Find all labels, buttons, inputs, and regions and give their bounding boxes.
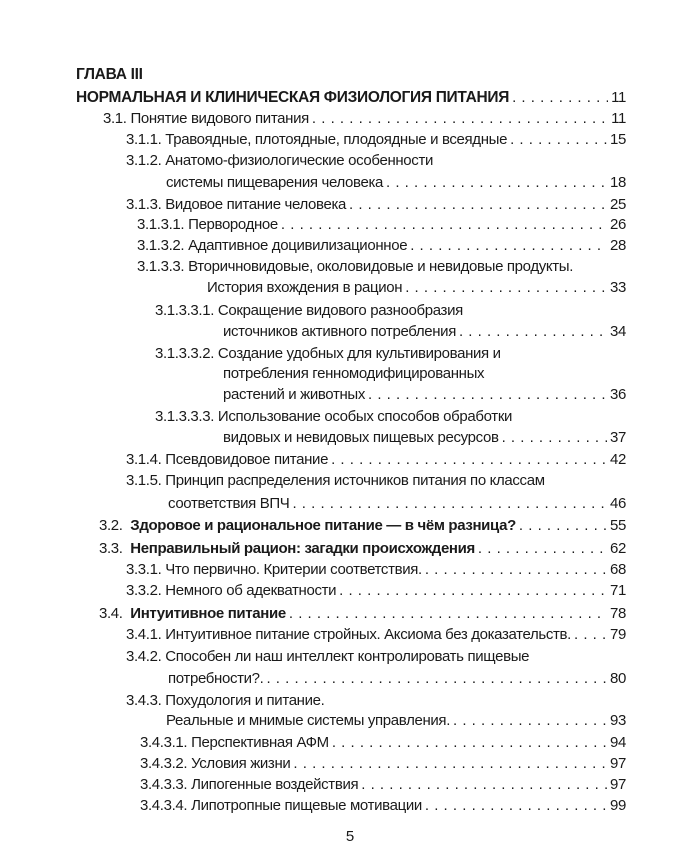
section-number: 3.1.3.2. [137,237,185,254]
section-number: 3.1.2. [126,152,162,169]
dot-leader [332,732,607,753]
page-ref: 68 [610,561,626,578]
toc-entry-continuation[interactable] [0,384,700,405]
section-title-cont: История вхождения в рацион [207,279,403,296]
section-number: 3.1.3.3.3. [155,408,215,425]
toc-entry[interactable] [0,343,700,364]
section-title: Здоровое и рациональное питание — в чём разница? [130,517,516,534]
section-title: Создание удобных для культивирования и [217,345,501,362]
toc-entry-continuation[interactable] [0,363,700,384]
section-number: 3.1.3.3.1. [155,302,215,319]
toc-entry[interactable] [0,235,700,256]
section-title-cont: растений и животных [223,386,365,403]
page-ref: 93 [610,712,626,729]
dot-leader [339,580,607,601]
section-number: 3.1.3.3.2. [155,345,215,362]
toc-entry[interactable] [0,515,700,536]
section-number: 3.3.1. [126,561,162,578]
section-number: 3.4.3.4. [140,797,188,814]
section-title: Травоядные, плотоядные, плодоядные и всеядные [165,131,508,148]
page-ref: 71 [610,582,626,599]
chapter-label: ГЛАВА III [76,66,143,83]
page-ref: 62 [610,540,626,557]
toc-entry[interactable] [0,753,700,774]
section-number: 3.4. [99,605,123,622]
section-title: Что первично. Критерии соответствия. [165,561,422,578]
page-ref: 78 [610,605,626,622]
toc-entry-continuation[interactable] [0,277,700,298]
page-ref: 26 [610,216,626,233]
dot-leader [312,108,608,129]
page-ref: 33 [610,279,626,296]
dot-leader [512,87,608,108]
section-title: Вторичновидовые, околовидовые и невидовые продукты. [188,258,574,275]
page-ref: 55 [610,517,626,534]
page-ref: 97 [610,776,626,793]
toc-entry-continuation[interactable] [0,668,700,689]
dot-leader [331,449,607,470]
section-title: Сокращение видового разнообразия [217,302,463,319]
section-number: 3.1.3.3. [137,258,185,275]
toc-entry[interactable] [0,129,700,150]
section-title: Липотропные пищевые мотивации [191,797,422,814]
section-number: 3.1. [103,110,127,127]
toc-entry-continuation[interactable] [0,172,700,193]
toc-entry[interactable] [0,646,700,667]
section-title: Использование особых способов обработки [217,408,513,425]
chapter-label-line [0,64,700,85]
section-title-cont: потребности?. [168,670,264,687]
section-number: 3.1.4. [126,451,162,468]
page-ref: 42 [610,451,626,468]
toc-entry[interactable] [0,580,700,601]
section-title: Похудология и питание. [165,692,325,709]
section-title: Анатомо-физиологические особенности [165,152,433,169]
toc-entry-continuation[interactable] [0,427,700,448]
toc-entry[interactable] [0,624,700,645]
page-ref: 18 [610,174,626,191]
section-title-cont: источников активного потребления [223,323,456,340]
section-title: Псевдовидовое питание [165,451,329,468]
section-title: Липогенные воздействия [191,776,359,793]
section-title: Принцип распределения источников питания по классам [165,472,545,489]
section-title: Немного об адекватности [165,582,337,599]
dot-leader [502,427,607,448]
page-ref: 37 [610,429,626,446]
section-title: Первородное [188,216,278,233]
section-title: Неправильный рацион: загадки происхождения [130,540,475,557]
section-number: 3.1.5. [126,472,162,489]
page-ref: 99 [610,797,626,814]
toc-entry[interactable] [0,732,700,753]
dot-leader [266,668,607,689]
section-number: 3.1.1. [126,131,162,148]
toc-entry[interactable] [0,108,700,129]
dot-leader [459,321,607,342]
toc-entry[interactable] [0,774,700,795]
toc-entry[interactable] [0,300,700,321]
page-ref: 97 [610,755,626,772]
dot-leader [281,214,607,235]
section-title: Видовое питание человека [165,196,347,213]
dot-leader [368,384,607,405]
section-title: Адаптивное доцивилизационное [188,237,408,254]
dot-leader [478,538,607,559]
page-number: 5 [345,828,355,845]
toc-entry[interactable] [0,406,700,427]
toc-entry[interactable] [0,150,700,171]
chapter-title: НОРМАЛЬНАЯ И КЛИНИЧЕСКАЯ ФИЗИОЛОГИЯ ПИТАНИЯ [76,89,510,106]
section-title: Интуитивное питание стройных. Аксиома без доказательств. [165,626,571,643]
toc-entry[interactable] [0,603,700,624]
section-title: Понятие видового питания [130,110,309,127]
page-ref: 15 [610,131,626,148]
section-number: 3.2. [99,517,123,534]
dot-leader [410,235,607,256]
dot-leader [425,559,607,580]
section-number: 3.4.3.1. [140,734,188,751]
section-title-cont: соответствия ВПЧ [168,495,290,512]
section-title-cont: Реальные и мнимые системы управления. [166,712,451,729]
section-title-cont: видовых и невидовых пищевых ресурсов [223,429,499,446]
page-ref: 11 [611,110,626,127]
section-title: Интуитивное питание [130,605,286,622]
toc-entry-continuation[interactable] [0,321,700,342]
toc-entry[interactable] [0,559,700,580]
dot-leader [510,129,607,150]
dot-leader [293,753,607,774]
dot-leader [453,710,607,731]
toc-entry[interactable] [0,538,700,559]
toc-entry[interactable] [0,214,700,235]
page-ref: 34 [610,323,626,340]
toc-entry[interactable] [0,795,700,816]
page-ref: 79 [610,626,626,643]
dot-leader [425,795,607,816]
dot-leader [289,603,607,624]
page-ref: 46 [610,495,626,512]
section-number: 3.1.3. [126,196,162,213]
section-number: 3.1.3.1. [137,216,185,233]
section-number: 3.4.2. [126,648,162,665]
dot-leader [361,774,607,795]
toc-entry-continuation[interactable] [0,710,700,731]
page-ref: 94 [610,734,626,751]
section-number: 3.3.2. [126,582,162,599]
dot-leader [574,624,607,645]
dot-leader [405,277,607,298]
section-title: Способен ли наш интеллект контролировать пищевые [165,648,530,665]
page-ref: 25 [610,196,626,213]
dot-leader [519,515,607,536]
section-number: 3.4.3.2. [140,755,188,772]
section-number: 3.4.3.3. [140,776,188,793]
dot-leader [386,172,607,193]
page-ref: 80 [610,670,626,687]
toc-entry[interactable] [0,690,700,711]
section-title: Условия жизни [191,755,291,772]
toc-entry[interactable] [0,470,700,491]
page-ref: 11 [611,89,626,106]
dot-leader [349,194,607,215]
chapter-title-line [0,87,700,108]
section-title-cont: потребления генномодифицированных [223,365,485,382]
section-title: Перспективная АФМ [191,734,329,751]
page-ref: 36 [610,386,626,403]
section-title-cont: системы пищеварения человека [166,174,383,191]
dot-leader [292,493,607,514]
section-number: 3.4.1. [126,626,162,643]
toc-entry[interactable] [0,256,700,277]
page-ref: 28 [610,237,626,254]
toc-entry-continuation[interactable] [0,493,700,514]
section-number: 3.3. [99,540,123,557]
toc-entry[interactable] [0,194,700,215]
toc-entry[interactable] [0,449,700,470]
section-number: 3.4.3. [126,692,162,709]
